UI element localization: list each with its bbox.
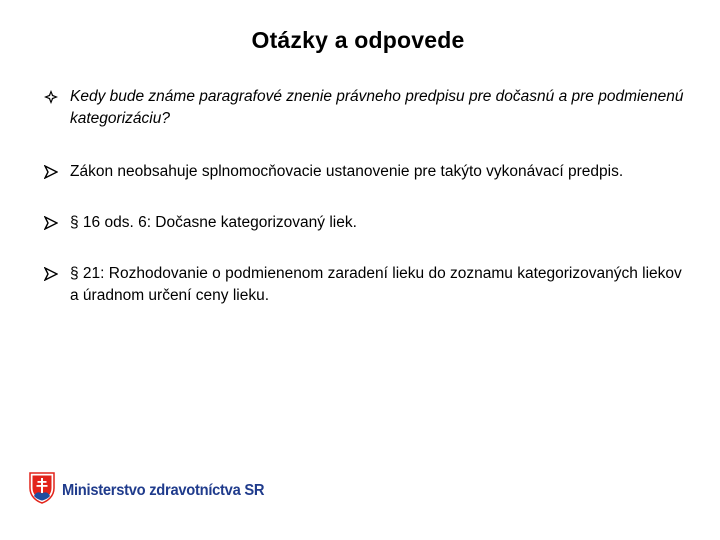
arrow-bullet-icon [44,212,70,234]
arrow-bullet-icon [44,161,70,183]
question-text: Kedy bude známe paragrafové znenie právneho predpisu pre dočasnú a pre podmienenú kategorizáciu? [70,88,684,127]
answer-text: § 16 ods. 6: Dočasne kategorizovaný liek. [70,214,357,231]
ministry-logo [29,472,282,509]
answer-text: Zákon neobsahuje splnomocňovacie ustanovenie pre takýto vykonávací predpis. [70,163,624,180]
ministry-name: Ministerstvo zdravotníctva SR [62,481,265,499]
arrow-bullet-icon [44,263,70,285]
answer-item [44,161,694,183]
answer-item [44,212,694,234]
question-item [44,86,694,130]
answer-item [44,263,694,307]
diamond-bullet-icon [44,86,70,108]
answer-text: § 21: Rozhodovanie o podmienenom zaradení lieku do zoznamu kategorizovaných liekov a úradnom určení ceny lieku. [70,265,682,304]
slovak-coat-of-arms-icon [29,472,55,509]
slide-title: Otázky a odpovede [251,27,465,53]
